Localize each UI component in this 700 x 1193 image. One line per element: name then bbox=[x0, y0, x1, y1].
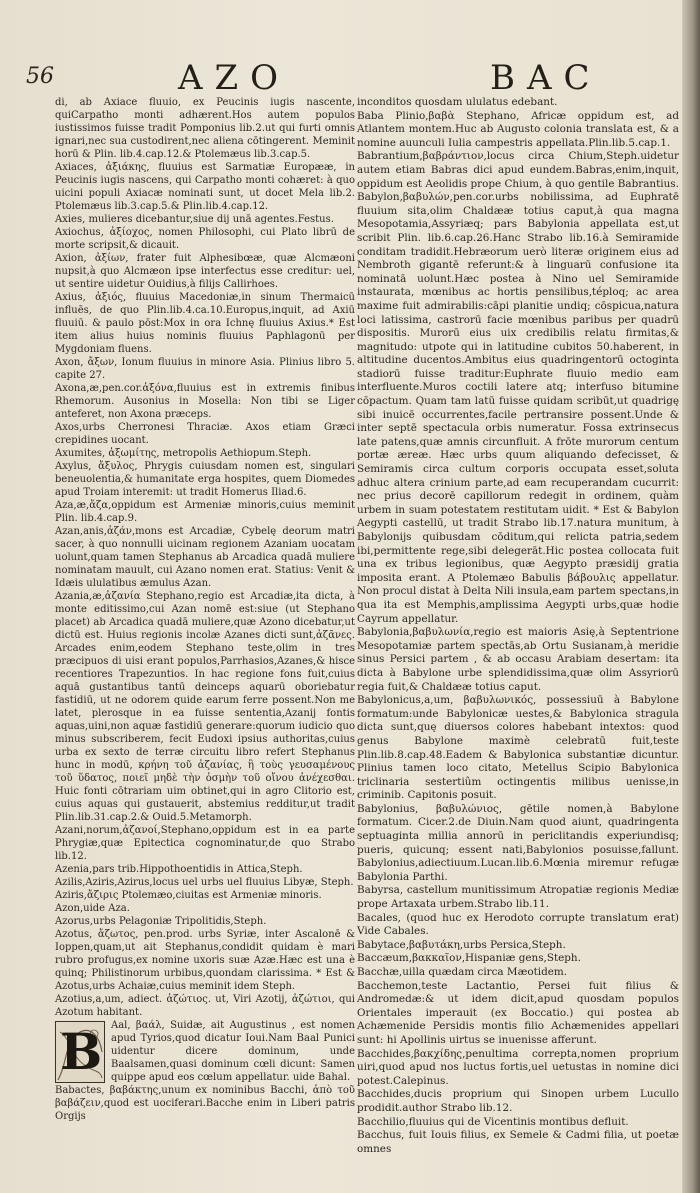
entry: Bacchæ,uilla quædam circa Mæotidem. bbox=[357, 966, 568, 978]
entry: Baba Plinio,βαβὰ Stephano, Africæ oppidum est, ad Atlantem montem.Huc ab Augusto colonia translata est, & a nomine auunculi Iulia campestris appellata.Plin.lib.5.cap.1. bbox=[357, 109, 679, 149]
entry: Azorus,urbs Pelagoniæ Tripolitidis,Steph. bbox=[55, 916, 267, 927]
entry: Axumites, ἀξωμίτης, metropolis Aethiopum.Steph. bbox=[55, 448, 312, 459]
entry: Azotus, ἄζωτος, pen.prod. urbs Syriæ, inter Ascalonē & Ioppen,quam,ut ait Stephanus,condidit quidam è mari rubro profugus,ex nomine uxoris suæ Azæ.Hæc est una è quinq; Philistinorum urbibus,quondam clarissima. * Est & Azotus,urbs Achaiæ,cuius meminit idem Steph. bbox=[55, 929, 355, 992]
entry: Axona,æ,pen.cor.ἀξόνα,fluuius est in extremis finibus Rhemorum. Ausonius in Mosella: Non tibi se Liger anteferet, non Axona præceps. bbox=[55, 383, 355, 420]
entry: Bacchides,ducis proprium qui Sinopen urbem Lucullo prodidit.author Strabo lib.12. bbox=[357, 1088, 679, 1114]
entry: Axos,urbs Cherronesi Thraciæ. Axos etiam Græci crepidines uocant. bbox=[55, 422, 355, 446]
entry: Babytace,βαβυτάκη,urbs Persica,Steph. bbox=[357, 938, 566, 951]
page-number: 56 bbox=[26, 64, 54, 89]
entry: Aziris,ἄζιρις Ptolemæo,ciuitas est Armeniæ minoris. bbox=[55, 890, 322, 901]
entry: Bacchemon,teste Lactantio, Persei fuit filius & Andromedæ:& ut idem dicit,apud quosdam populos Orientales imperauit (ex Boccatio.) qui postea ab Achæmenide Persidis montis filio Achæmenides appellari sunt: hi Apollinis uirtus se inuenisse afferunt. bbox=[357, 979, 679, 1046]
page-header bbox=[0, 58, 700, 98]
entry: Azon,uide Aza. bbox=[55, 903, 130, 914]
left-column bbox=[55, 96, 355, 1123]
entry-with-dropcap bbox=[55, 1019, 355, 1084]
dropcap-text: Aal, βαάλ, Suidæ, ait Augustinus , est nomen apud Tyrios,quod dicatur Ioui.Nam Baal Punici uidentur dicere dominum, unde Baalsamen,quasi dominum cœli dicunt: Samen quippe apud eos cœlum appellatur. uide Bahal. bbox=[111, 1020, 355, 1083]
entry: Baccæum,βακκαῖον,Hispaniæ gens,Steph. bbox=[357, 952, 581, 965]
entry: Azilis,Aziris,Azirus,locus uel urbs uel fluuius Libyæ, Steph. bbox=[55, 877, 354, 888]
entry: Babactes, βαβάκτης,unum ex nominibus Bacchi, ἀπὸ τοῦ βαβάζειν,quod est uociferari.Bacche enim in Liberi patris Orgijs bbox=[55, 1085, 355, 1122]
decorated-initial bbox=[55, 1021, 105, 1083]
entry: Axylus, ἄξυλος, Phrygis cuiusdam nomen est, singulari beneuolentia,& humanitate erga hospites, quem Diomedes apud Troiam interemit: ut tradit Homerus Iliad.6. bbox=[55, 461, 355, 498]
entry: Bacchus, fuit Iouis filius, ex Semele & Cadmi filia, ut poetæ omnes bbox=[357, 1129, 679, 1155]
entry: Axon, ἄξων, Ionum fluuius in minore Asia. Plinius libro 5. capite 27. bbox=[55, 357, 355, 381]
entry: Babylonicus,a,um, βαβυλωνικός, possessiuū à Babylone formatum:unde Babylonicæ uestes,& Babylonica stragula dicta sunt,quę diuersos colores habebant intextos: quod genus Babylone maximè celebratū fuit,teste Plin.lib.8.cap.48.Eadem & Babylonica substantiæ dicuntur. Plinius tamen loco citato, Metellus Scipio Babylonica triclinaria sestertiûm octingentis milibus uenisse,in criminib. Capitonis posuit. bbox=[357, 694, 679, 802]
entry: Azotius,a,um, adiect. ἀζώτιος. ut, Viri Azotij, ἀζώτιοι, qui Azotum habitant. bbox=[55, 994, 355, 1018]
entry: Azenia,pars trib.Hippothoentidis in Attica,Steph. bbox=[55, 864, 303, 875]
entry: Babrantium,βαβράντιον,locus circa Chium,Steph.uidetur autem etiam Babras dici apud eundem.Babras,enim,inquit, oppidum est Aeolidis prope Chium, à quo gentile Babrantius. bbox=[357, 150, 679, 190]
entry: Aza,æ,ἄζα,oppidum est Armeniæ minoris,cuius meminit Plin. lib.4.cap.9. bbox=[55, 500, 355, 524]
right-column bbox=[357, 96, 679, 1156]
entry: Azan,anis,ἀζάν,mons est Arcadiæ, Cybelę deorum matri sacer, à quo nonnulli uicinam regionem Azaniam uocatam uolunt,quam tamen Stephanus ab Arcadica quadā muliere nominatam mauult, cui Azano nomen erat. Statius: Venit & Idæis ululatibus æmulus Azan. bbox=[55, 526, 355, 589]
book-gutter bbox=[682, 0, 700, 1193]
entry: inconditos quosdam ululatus edebant. bbox=[357, 96, 558, 108]
entry: Babylon,βαβυλών,pen.cor.urbs nobilissima, ad Euphratē fluuium sita,olim Chaldææ totius caput,à qua magna Mesopotamia,Assyriæq; pars Babylonia appellata est,ut scribit Plin. lib.6.cap.26.Hanc Strabo lib.16.à Semiramide conditam tradidit.Hebræorum uerò literæ originem eius ad Nembroth gigantē referunt:& à linguarū confusione ita nominatā uolunt.Hæc postea à Nino uel Semiramide instaurata, mœnibus ac hortis pensilibus,téploq; ac area maxime fuit admirabilis:cāpi planitie undiq; cōspicua,natura loci latissima, castrorū facie mœnibus paribus per quadrū dispositis. Murorū eius uix credibilis relatu firmitas,& magnitudo: utpote qui in latitudine cubitos 50.haberent, in altitudine ducentos.Ambitus eius quadringentorū octoginta stadiorū fuisse traditur:Euphrate fluuio medio eam interfluente.Muros coctili latere atq; interfuso bitumine cōpactum. Quam tam latū fuisse quidam scribūt,ut quadrigę sibi inuicē occurrentes,facile pertransire possent.Unde & inter septē spectacula orbis numeratur. Fossa extrinsecus late patens,quæ amnis circunfluit. A frōte murorum centum portæ æreæ. Hæc urbs quum aliquando defecisset, & Semiramis circa cultum corporis occupata esset,soluta adhuc altera crinium parte,ad eam recuperandam cucurrit: nec prius decorē capillorum redegit in ordinem, quàm urbem in suam potestatem restitutam uidit. * Est & Babylon Aegypti castellū, ut tradit Strabo lib.17.natura munitum, à Babylonijs quibusdam cōditum,qui relicta patria,sedem ibi,permittente rege,sibi delegerāt.Hic postea collocata fuit una ex tribus legionibus, quæ Aegypto præsidij gratia imposita erant. A Ptolemæo Babulis βάβουλις appellatur. Non procul distat à Delta Nili insula,eam partem spectans,in qua ita est Memphis,amplissima Aegypti urbs,quæ hodie Cayrum appellatur. bbox=[357, 191, 679, 625]
entry: Bacchilio,fluuius qui de Vicentinis montibus defluit. bbox=[357, 1115, 629, 1128]
left-running-head: AZO bbox=[178, 58, 291, 98]
entry: Babyrsa, castellum munitissimum Atropatiæ regionis Mediæ prope Artaxata urbem.Strabo lib.11. bbox=[357, 884, 679, 911]
dropcap-letter: B bbox=[60, 1022, 103, 1081]
right-running-head: BAC bbox=[490, 58, 602, 98]
entry: Axiochus, ἀξίοχος, nomen Philosophi, cui Plato librū de morte scripsit,& dicauit. bbox=[55, 227, 355, 251]
entry: Bacchides,βακχίδης,penultima correpta,nomen proprium uiri,quod apud nos luctus fortis,uel uetustas in nomine dici potest.Calepinus. bbox=[357, 1047, 679, 1087]
entry: Bacales, (quod huc ex Herodoto corrupte translatum erat) Vide Cabales. bbox=[357, 911, 679, 938]
entry: Axiaces, ἀξιάκης, fluuius est Sarmatiæ Europææ, in Peucinis iugis nascens, qui Carpatho monti cohæret: à quo uicini populi Axiacæ nominati sunt, ut docet Mela lib.2. Ptolemæus lib.3.cap.5.& Plin.lib.4.cap.12. bbox=[55, 162, 355, 212]
entry: Axies, mulieres dicebantur,siue dij unā agentes.Festus. bbox=[55, 214, 334, 225]
entry: Axion, ἀξίων, frater fuit Alphesibœæ, quæ Alcmæoni nupsit,à quo Alcmæon ipse interfectus esse creditur: uel, ut sentire uidetur Ouidius,à filijs Callirhoes. bbox=[55, 253, 355, 290]
entry: Azani,norum,ἀζανοί,Stephano,oppidum est in ea parte Phrygiæ,quæ Epitectica cognominatur,de quo Strabo lib.12. bbox=[55, 825, 355, 862]
entry: Babylonia,βαβυλωνία,regio est maioris Asię,à Septentrione Mesopotamiæ partem spectās,ab Ortu Susianam,à meridie sinus Persici partem , & ab occasu Arabiam desertam: ita dicta à Babylone urbe splendidissima,quæ olim Assyriorū regia fuit,& Chaldææ totius caput. bbox=[357, 626, 679, 693]
entry: Azania,æ,ἀζανία Stephano,regio est Arcadiæ,ita dicta, à monte editissimo,cui Azan nomē est:siue (ut Stephano placet) ab Arcadica quadā muliere,quæ Azono dicebatur,ut dictū est. Huius regionis incolæ Azanes dicti sunt,ἀζᾶνες. Arcades enim,eodem Stephano teste,olim in tres præcipuos di uisi erant populos,Parrhasios,Azanes,& hisce recentiores Trapezuntios. In hac regione fons fuit,cuius aquā gustantibus tantū deinceps aquarū oboriebatur fastidiū, ut ne odorem quide earum ferre possent.Non me latet, plerosque in ea fuisse sententia,Azanij fontis aquas,uini,non aquæ fastidiū generare:quorum iudicio quo minus subscriberem, fecit Eudoxi ipsius authoritas,cuius urba ex sexto de terræ circuitu libro refert Stephanus hunc in modū, κρήνη τοῦ ἀζανίας, ἣ τοὺς γευσαμένους τοῦ ὕδατος, ποιεῖ μηδὲ τὴν ὀσμὴν τοῦ οἴνου ἀνέχεσθαι. Huic fonti cōtrariam uim obtinet,qui in agro Clitorio est, cuius aquas qui gustauerit, abstemius redditur,ut tradit Plin.lib.31.cap.2.& Ouid.5.Metamorph. bbox=[55, 591, 355, 823]
entry: Babylonius, βαβυλώνιος, gētile nomen,à Babylone formatum. Cicer.2.de Diuin.Nam quod aiunt, quadringenta septuaginta millia annorū in periclitandis experiundisq; pueris, quicunq; essent nati,Babylonios posuisse,fallunt. Babylonius,adiectiuum.Lucan.lib.6.Mœnia miremur refugæ Babylonia Parthi. bbox=[357, 802, 679, 883]
entry: di, ab Axiace fluuio, ex Peucinis iugis nascente, quiCarpatho monti adhærent.Hos autem populos iustissimos fuisse tradit Pomponius lib.2.ut qui furti omnis ignari,nec sua custodirent,nec aliena cōtingerent. Meminit horū & Plin. lib.4.cap.12.& Ptolemæus lib.3.cap.5. bbox=[55, 97, 355, 160]
entry: Axius, ἀξιός, fluuius Macedoniæ,in sinum Thermaicū influēs, de quo Plin.lib.4.ca.10.Europus,inquit, ad Axiū fluuiū. & paulo pōst:Mox in ora Ichnę fluuius Axius.* Est item alius huius nominis fluuius Paphlagonū per Mygdoniam fluens. bbox=[55, 292, 355, 355]
